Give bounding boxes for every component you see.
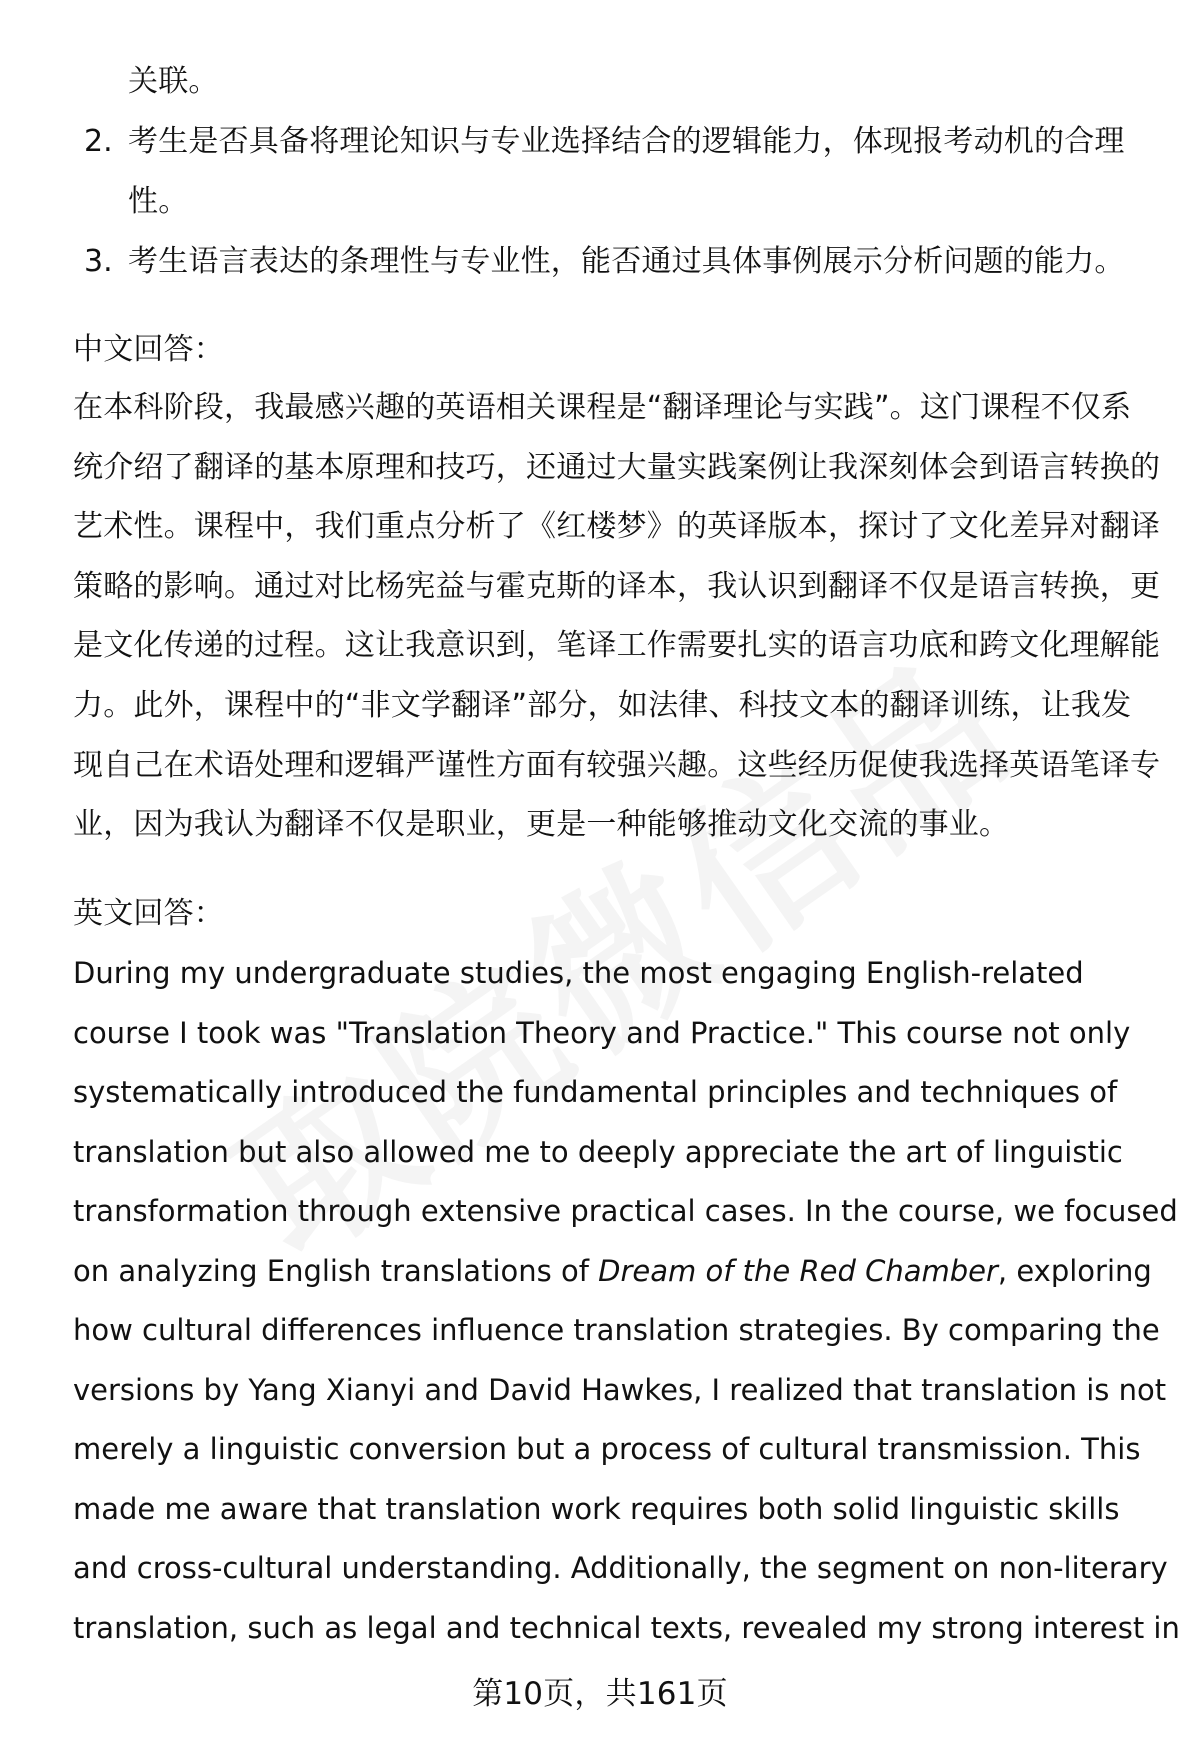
paragraph-line: versions by Yang Xianyi and David Hawkes, I realized that translation is not [73, 1373, 1167, 1407]
paragraph-line: transformation through extensive practical cases. In the course, we focused [73, 1194, 1178, 1228]
list-item-text: 考生语言表达的条理性与专业性，能否通过具体事例展示分析问题的能力。 [128, 244, 1125, 279]
section-heading-english: 英文回答： [73, 896, 224, 931]
paragraph-line: merely a linguistic conversion but a process of cultural transmission. This [73, 1432, 1141, 1466]
list-item-text: 考生是否具备将理论知识与专业选择结合的逻辑能力，体现报考动机的合理 [128, 124, 1125, 159]
paragraph-line [73, 1251, 1152, 1291]
paragraph-line: 艺术性。课程中，我们重点分析了《红楼梦》的英译版本，探讨了文化差异对翻译 [73, 509, 1161, 544]
list-item-continuation: 关联。 [128, 64, 219, 99]
paragraph-line: translation, such as legal and technical texts, revealed my strong interest in [73, 1611, 1180, 1645]
paragraph-line: 统介绍了翻译的基本原理和技巧，还通过大量实践案例让我深刻体会到语言转换的 [73, 450, 1161, 485]
book-title: Dream of the Red Chamber [598, 1254, 998, 1288]
paragraph-line: how cultural differences influence translation strategies. By comparing the [73, 1313, 1160, 1347]
paragraph-line: During my undergraduate studies, the most engaging English-related [73, 956, 1084, 990]
paragraph-line: systematically introduced the fundamental principles and techniques of [73, 1075, 1118, 1109]
paragraph-line: 力。此外，课程中的“非文学翻译”部分，如法律、科技文本的翻译训练，让我发 [73, 688, 1132, 723]
list-item-text: 性。 [128, 184, 189, 219]
paragraph-line: and cross-cultural understanding. Additionally, the segment on non-literary [73, 1551, 1168, 1585]
page-number: 第10页，共161页 [472, 1676, 728, 1712]
paragraph-line: 现自己在术语处理和逻辑严谨性方面有较强兴趣。这些经历促使我选择英语笔译专 [73, 748, 1161, 783]
paragraph-line: 业，因为我认为翻译不仅是职业，更是一种能够推动文化交流的事业。 [73, 807, 1010, 842]
list-number: 3. [84, 244, 113, 279]
list-number: 2. [84, 124, 113, 159]
paragraph-line: course I took was "Translation Theory and Practice." This course not only [73, 1016, 1131, 1050]
line-text: on analyzing English translations of [73, 1254, 599, 1288]
section-heading-chinese: 中文回答： [73, 332, 224, 367]
paragraph-line: 策略的影响。通过对比杨宪益与霍克斯的译本，我认识到翻译不仅是语言转换，更 [73, 569, 1161, 604]
paragraph-line: 在本科阶段，我最感兴趣的英语相关课程是“翻译理论与实践”。这门课程不仅系 [73, 390, 1132, 425]
paragraph-line: made me aware that translation work requires both solid linguistic skills [73, 1492, 1120, 1526]
line-text: , exploring [997, 1254, 1152, 1288]
paragraph-line: translation but also allowed me to deeply appreciate the art of linguistic [73, 1135, 1123, 1169]
paragraph-line: 是文化传递的过程。这让我意识到，笔译工作需要扎实的语言功底和跨文化理解能 [73, 628, 1161, 663]
